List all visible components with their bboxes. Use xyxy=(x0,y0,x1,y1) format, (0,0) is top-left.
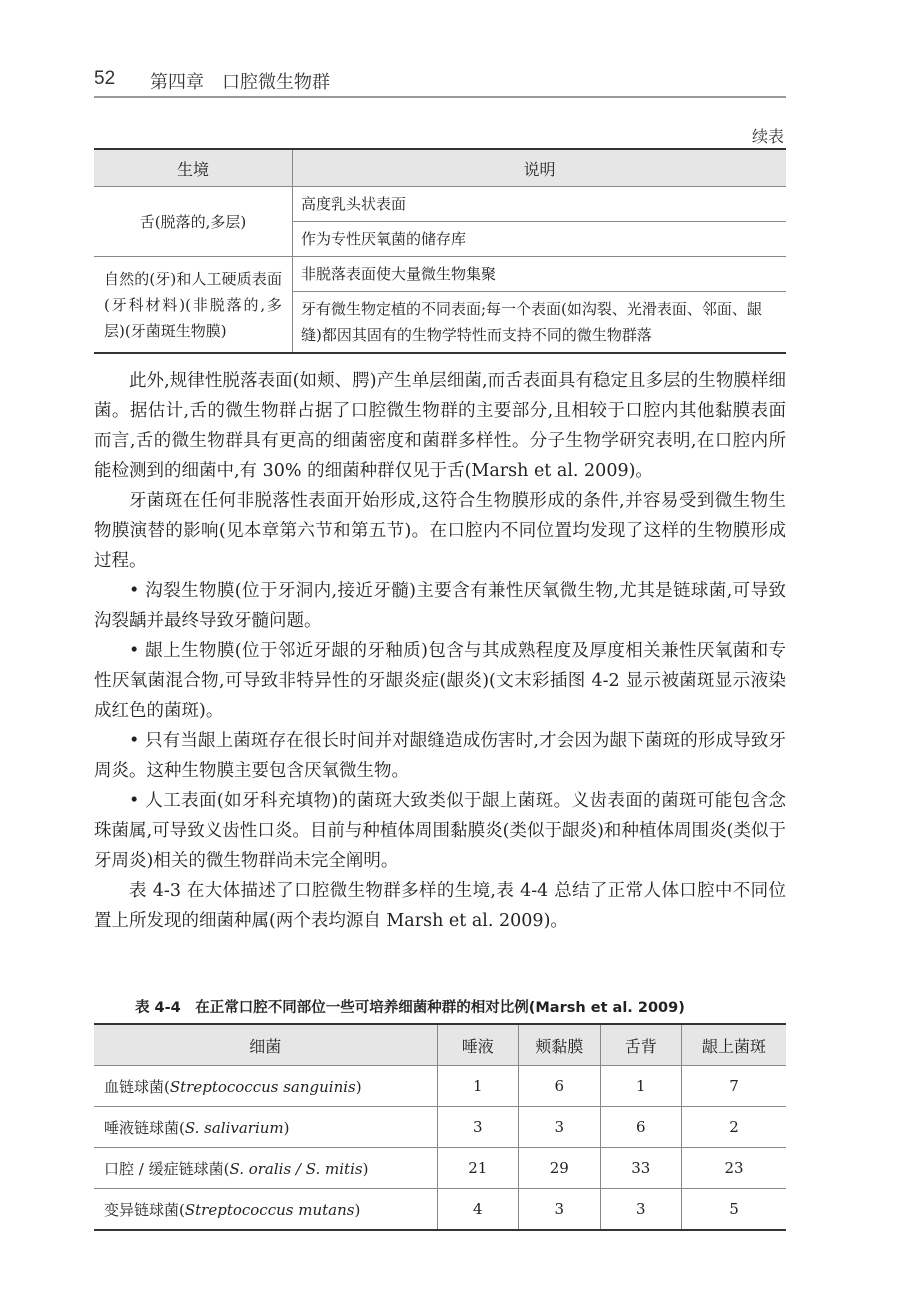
value-cell: 33 xyxy=(600,1148,682,1189)
value-cell: 3 xyxy=(519,1189,601,1231)
bacteria-name: 血链球菌(Streptococcus sanguinis) xyxy=(94,1066,437,1107)
table-row xyxy=(94,187,786,222)
bacteria-table xyxy=(94,1023,786,1231)
value-cell: 5 xyxy=(682,1189,786,1231)
page-number: 52 xyxy=(94,68,116,89)
value-cell: 4 xyxy=(437,1189,519,1231)
bacteria-name: 唾液链球菌(S. salivarium) xyxy=(94,1107,437,1148)
habitat-cell: 自然的(牙)和人工硬质表面(牙科材料)(非脱落的,多层)(牙菌斑生物膜) xyxy=(94,257,293,354)
table-header-row xyxy=(94,1024,786,1066)
value-cell: 23 xyxy=(682,1148,786,1189)
value-cell: 3 xyxy=(600,1189,682,1231)
header-description: 说明 xyxy=(293,149,787,187)
bullet-item: • 人工表面(如牙科充填物)的菌斑大致类似于龈上菌斑。义齿表面的菌斑可能包含念珠菌属,可导致义齿性口炎。目前与种植体周围黏膜炎(类似于龈炎)和种植体周围炎(类似于牙周炎)相关的微生物群尚未完全阐明。 xyxy=(94,791,786,871)
bullet-item: • 龈上生物膜(位于邻近牙龈的牙釉质)包含与其成熟程度及厚度相关兼性厌氧菌和专性厌氧菌混合物,可导致非特异性的牙龈炎症(龈炎)(文末彩插图 4-2 显示被菌斑显示液染成红色的菌斑)。 xyxy=(94,641,786,721)
body-text xyxy=(94,366,786,936)
table-row xyxy=(94,1189,786,1231)
value-cell: 6 xyxy=(519,1066,601,1107)
value-cell: 2 xyxy=(682,1107,786,1148)
table-row xyxy=(94,1066,786,1107)
paragraph: 此外,规律性脱落表面(如颊、腭)产生单层细菌,而舌表面具有稳定且多层的生物膜样细菌。据估计,舌的微生物群占据了口腔微生物群的主要部分,且相较于口腔内其他黏膜表面而言,舌的微生物群具有更高的细菌密度和菌群多样性。分子生物学研究表明,在口腔内所能检测到的细菌中,有 30% 的细菌种群仅见于舌(Marsh et al. 2009)。 xyxy=(94,371,786,481)
header-bacteria: 细菌 xyxy=(94,1024,437,1066)
header-saliva: 唾液 xyxy=(437,1024,519,1066)
value-cell: 7 xyxy=(682,1066,786,1107)
value-cell: 1 xyxy=(437,1066,519,1107)
description-cell: 牙有微生物定植的不同表面;每一个表面(如沟裂、光滑表面、邻面、龈缝)都因其固有的生物学特性而支持不同的微生物群落 xyxy=(293,292,787,354)
header-habitat: 生境 xyxy=(94,149,293,187)
continued-label: 续表 xyxy=(751,127,784,146)
description-cell: 非脱落表面使大量微生物集聚 xyxy=(293,257,787,292)
chapter-title: 第四章 口腔微生物群 xyxy=(150,72,330,93)
paragraph: 牙菌斑在任何非脱落性表面开始形成,这符合生物膜形成的条件,并容易受到微生物生物膜演替的影响(见本章第六节和第五节)。在口腔内不同位置均发现了这样的生物膜形成过程。 xyxy=(94,491,786,571)
table-caption: 表 4-4 在正常口腔不同部位一些可培养细菌种群的相对比例(Marsh et al. 2009) xyxy=(135,1000,685,1016)
description-cell: 高度乳头状表面 xyxy=(293,187,787,222)
bacteria-name: 口腔 / 缓症链球菌(S. oralis / S. mitis) xyxy=(94,1148,437,1189)
habitat-cell: 舌(脱落的,多层) xyxy=(94,187,293,257)
table-header-row xyxy=(94,149,786,187)
table-row xyxy=(94,1148,786,1189)
header-tongue-dorsum: 舌背 xyxy=(600,1024,682,1066)
habitat-table xyxy=(94,148,786,354)
value-cell: 6 xyxy=(600,1107,682,1148)
value-cell: 3 xyxy=(437,1107,519,1148)
header-buccal-mucosa: 颊黏膜 xyxy=(519,1024,601,1066)
bacteria-name: 变异链球菌(Streptococcus mutans) xyxy=(94,1189,437,1231)
bullet-item: • 沟裂生物膜(位于牙洞内,接近牙髓)主要含有兼性厌氧微生物,尤其是链球菌,可导致沟裂龋并最终导致牙髓问题。 xyxy=(94,581,786,631)
paragraph: 表 4-3 在大体描述了口腔微生物群多样的生境,表 4-4 总结了正常人体口腔中不同位置上所发现的细菌种属(两个表均源自 Marsh et al. 2009)。 xyxy=(94,881,786,931)
value-cell: 3 xyxy=(519,1107,601,1148)
page-header xyxy=(94,66,786,98)
value-cell: 21 xyxy=(437,1148,519,1189)
bullet-item: • 只有当龈上菌斑存在很长时间并对龈缝造成伤害时,才会因为龈下菌斑的形成导致牙周炎。这种生物膜主要包含厌氧微生物。 xyxy=(94,731,786,781)
value-cell: 29 xyxy=(519,1148,601,1189)
value-cell: 1 xyxy=(600,1066,682,1107)
table-row xyxy=(94,1107,786,1148)
description-cell: 作为专性厌氧菌的储存库 xyxy=(293,222,787,257)
header-supragingival-plaque: 龈上菌斑 xyxy=(682,1024,786,1066)
table-row xyxy=(94,257,786,292)
